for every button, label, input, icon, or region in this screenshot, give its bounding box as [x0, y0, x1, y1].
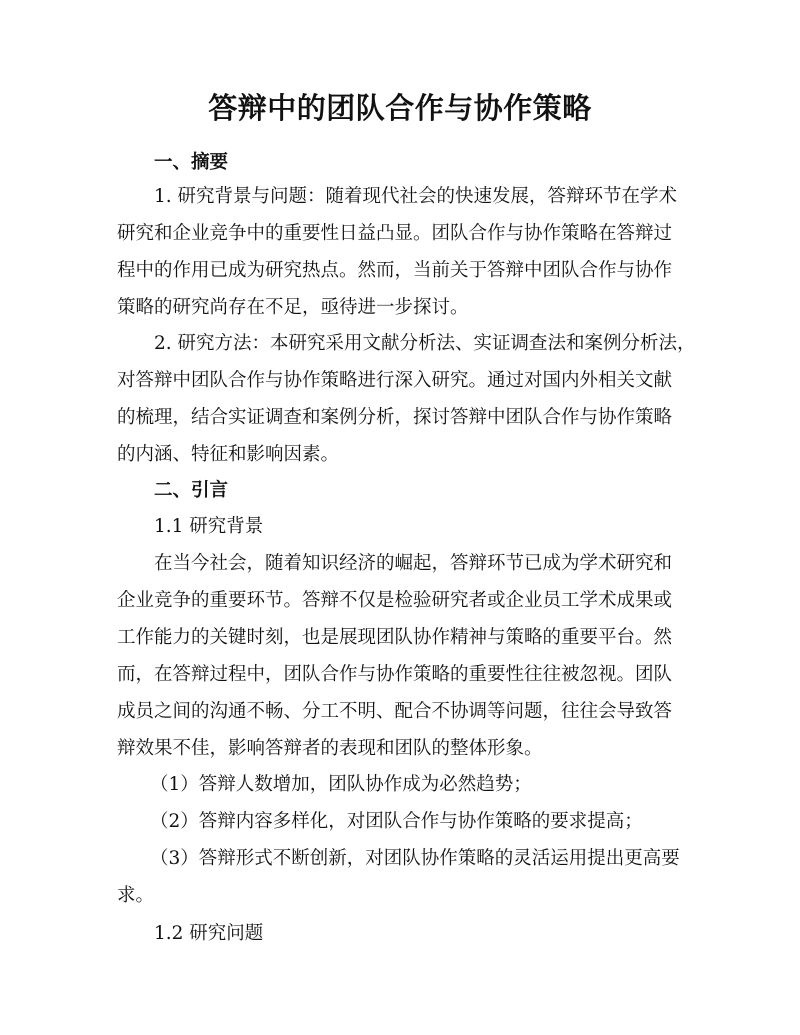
section-heading-introduction: 二、引言: [154, 480, 229, 501]
paragraph-line: 在当今社会，随着知识经济的崛起，答辩环节已成为学术研究和: [154, 553, 673, 574]
list-item-continuation: 求。: [117, 885, 155, 906]
paragraph-line: 研究和企业竞争中的重要性日益凸显。团队合作与协作策略在答辩过: [117, 223, 673, 244]
subsection-heading-research-questions: 1.2 研究问题: [154, 923, 264, 944]
paragraph-line: 辩效果不佳，影响答辩者的表现和团队的整体形象。: [117, 738, 543, 759]
paragraph-line: 1. 研究背景与问题：随着现代社会的快速发展，答辩环节在学术: [154, 186, 678, 207]
list-item: （3）答辩形式不断创新，对团队协作策略的灵活运用提出更高要: [150, 848, 680, 869]
paragraph-line: 而，在答辩过程中，团队合作与协作策略的重要性往往被忽视。团队: [117, 664, 673, 685]
section-heading-abstract: 一、摘要: [154, 152, 229, 173]
paragraph-line: 程中的作用已成为研究热点。然而，当前关于答辩中团队合作与协作: [117, 260, 673, 281]
list-item: （1）答辩人数增加，团队协作成为必然趋势；: [150, 774, 532, 795]
page-title: 答辩中的团队合作与协作策略: [208, 91, 592, 125]
paragraph-line: 2. 研究方法：本研究采用文献分析法、实证调查法和案例分析法，: [154, 333, 696, 354]
paragraph-line: 策略的研究尚存在不足，亟待进一步探讨。: [117, 297, 469, 318]
subsection-heading-background: 1.1 研究背景: [154, 516, 264, 537]
paragraph-line: 成员之间的沟通不畅、分工不明、配合不协调等问题，往往会导致答: [117, 701, 673, 722]
paragraph-line: 的内涵、特征和影响因素。: [117, 444, 340, 465]
paragraph-line: 对答辩中团队合作与协作策略进行深入研究。通过对国内外相关文献: [117, 370, 673, 391]
paragraph-line: 的梳理，结合实证调查和案例分析，探讨答辩中团队合作与协作策略: [117, 407, 673, 428]
paragraph-line: 工作能力的关键时刻，也是展现团队协作精神与策略的重要平台。然: [117, 627, 673, 648]
paragraph-line: 企业竞争的重要环节。答辩不仅是检验研究者或企业员工学术成果或: [117, 590, 673, 611]
list-item: （2）答辩内容多样化，对团队合作与协作策略的要求提高；: [150, 811, 643, 832]
